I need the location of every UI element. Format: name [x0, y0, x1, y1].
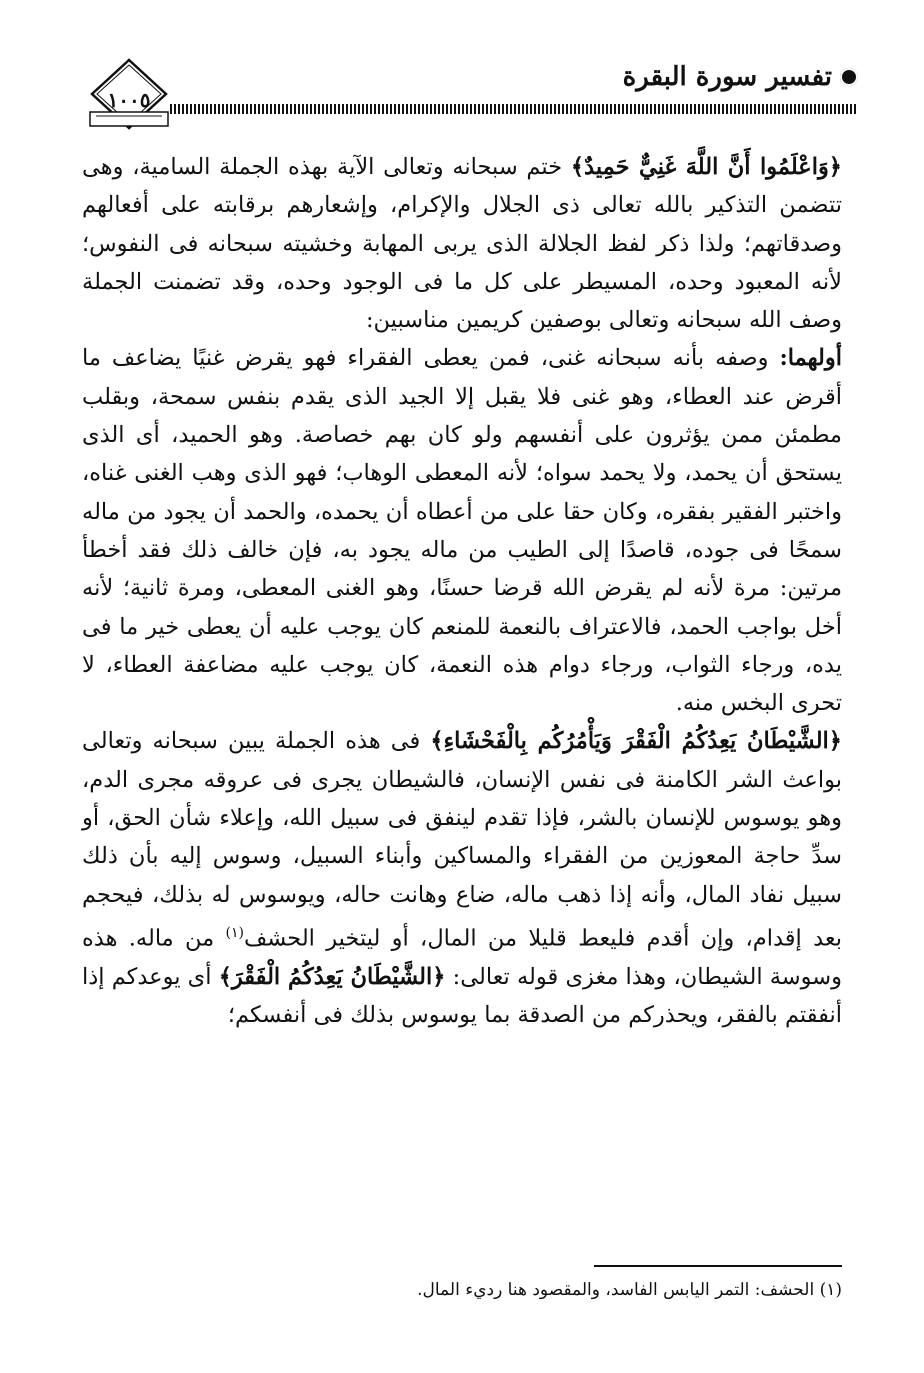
- paragraph-lead: أولهما:: [779, 345, 842, 372]
- quran-verse: ﴿وَاعْلَمُوا أَنَّ اللَّهَ غَنِيٌّ حَمِيدٌ﴾: [570, 154, 842, 180]
- paragraph-text: ختم سبحانه وتعالى الآية بهذه الجملة السامية، وهى تتضمن التذكير بالله تعالى ذى الجلال والإكرام، وإشعارهم برقابته على أفعالهم وصدقاتهم؛ ولذا ذكر لفظ الجلالة الذى يربى المهابة وخشيته سبحانه فى النفوس؛ لأنه المعبود وحده، المسيطر على كل ما فى الوجود وحده، وقد تضمنت الجملة وصف الله سبحانه وتعالى بوصفين كريمين مناسبين:: [82, 154, 842, 334]
- main-text: [82, 148, 842, 1034]
- running-title-text: تفسير سورة البقرة: [622, 62, 832, 92]
- footnote-divider: [594, 1265, 842, 1267]
- paragraph-2: [82, 339, 842, 722]
- paragraph-text: وصفه بأنه سبحانه غنى، فمن يعطى الفقراء فهو يقرض غنيًا يضاعف ما أقرض عند العطاء، وهو غنى فلا يقبل إلا الجيد الذى يقدم بنفس سمحة، وبقلب مطمئن ممن يؤثرون على أنفسهم ولو كان بهم خصاصة. وهو الحميد، أى الذى يستحق أن يحمد، ولا يحمد سواه؛ لأنه المعطى الوهاب؛ فهو الذى وهب الغنى غناه، واختبر الفقير بفقره، وكان حقا على من أعطاه أن يحمده، والحمد أن يجود من ماله سمحًا فى جوده، قاصدًا إلى الطيب من ماله يجود به، فإن خالف ذلك فقد أخطأ مرتين: مرة لأنه لم يقرض الله قرضا حسنًا، وهو الغنى المعطى، ومرة ثانية؛ لأنه أخل بواجب الحمد، فالاعتراف بالنعمة للمنعم كان يوجب عليه أن يعطى خير ما فى يده، ورجاء الثواب، ورجاء دوام هذه النعمة، كان يوجب عليه مضاعفة العطاء، لا تحرى البخس منه.: [82, 345, 842, 717]
- paragraph-text: فى هذه الجملة يبين سبحانه وتعالى بواعث الشر الكامنة فى نفس الإنسان، فالشيطان يجرى فى عروقه مجرى الدم، وهو يوسوس للإنسان بالشر، فإذا تقدم لينفق فى سبيل الله، وإعلاء شأن الحق، أو سدِّ حاجة المعوزين من الفقراء والمساكين وأبناء السبيل، وسوس إليه بأن ذلك سبيل نفاد المال، وأنه إذا ذهب ماله، ضاع وهانت حاله، ويوسوس له بذلك، فيحجم بعد إقدام، وإن أقدم فليعط قليلا من المال، أو ليتخير الحشف: [82, 728, 842, 952]
- footnote-reference[interactable]: (١): [225, 924, 244, 941]
- quran-verse: ﴿الشَّيْطَانُ يَعِدُكُمُ الْفَقْرَ وَيَأْمُرُكُم بِالْفَحْشَاءِ﴾: [430, 728, 842, 755]
- paragraph-3: [82, 722, 842, 1034]
- page-number-badge: [88, 56, 170, 132]
- paragraph-text: من ماله. هذه وسوسة الشيطان، وهذا مغزى قوله تعالى:: [82, 925, 842, 990]
- header-rule: [170, 104, 858, 114]
- paragraph-text: أى يوعدكم إذا أنفقتم بالفقر، ويحذركم من الصدقة بما يوسوس بذلك فى أنفسكم؛: [82, 963, 842, 1029]
- page-number: ١٠٠٥: [107, 88, 151, 112]
- ornament-icon: [840, 68, 858, 86]
- running-title: [623, 62, 858, 92]
- quran-verse-inline: ﴿الشَّيْطَانُ يَعِدُكُمُ الْفَقْرَ﴾: [218, 963, 446, 990]
- footnote: (١) الحشف: التمر اليابس الفاسد، والمقصود هنا رديء المال.: [417, 1280, 842, 1300]
- paragraph-1: [82, 148, 842, 339]
- page-header: [88, 56, 858, 136]
